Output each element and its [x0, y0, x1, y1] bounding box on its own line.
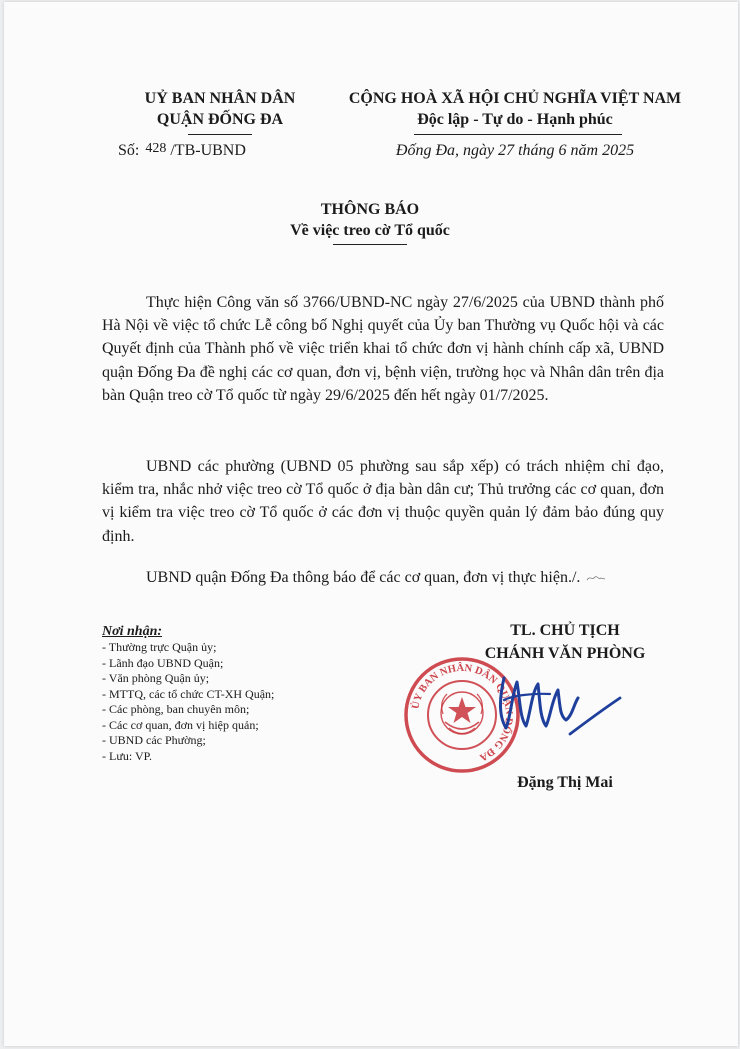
body-paragraph-3	[102, 566, 664, 589]
org-name-line2: QUẬN ĐỐNG ĐA	[156, 111, 284, 128]
seal-ring-text: ỦY BAN NHÂN DÂN QUẬN ĐỐNG ĐA	[410, 662, 515, 763]
document-number	[118, 142, 246, 160]
body-paragraph-3-text: UBND quận Đống Đa thông báo để các cơ quan, đơn vị thực hiện./.	[146, 569, 581, 586]
body-paragraph-2: UBND các phường (UBND 05 phường sau sắp xếp) có trách nhiệm chỉ đạo, kiểm tra, nhắc nhở việc treo cờ Tổ quốc ở địa bàn dân cư; Thủ trưởng các cơ quan, đơn vị kiểm tra việc treo cờ Tổ quốc ở các đơn vị thuộc quyền quản lý đảm bảo đúng quy định.	[102, 458, 664, 545]
signer-position: CHÁNH VĂN PHÒNG	[484, 645, 646, 662]
handwritten-signature-icon	[470, 660, 630, 750]
recipient-item: - MTTQ, các tổ chức CT-XH Quận;	[102, 686, 275, 701]
signer-name: Đặng Thị Mai	[517, 774, 613, 791]
initial-mark-icon	[586, 574, 606, 582]
subject-underline	[333, 244, 407, 245]
doc-no-prefix: Số:	[118, 142, 140, 159]
recipients-list	[102, 640, 274, 764]
recipient-item: - UBND các Phường;	[102, 733, 206, 747]
motto-underline	[414, 134, 622, 135]
doc-no-suffix: /TB-UBND	[170, 142, 246, 159]
recipient-item: - Văn phòng Quận ủy;	[102, 671, 210, 685]
notice-title: THÔNG BÁO	[320, 201, 420, 218]
org-name-line1: UỶ BAN NHÂN DÂN	[144, 90, 296, 107]
recipient-item: - Thường trực Quận ủy;	[102, 640, 217, 654]
notice-subject: Về việc treo cờ Tổ quốc	[290, 222, 450, 239]
signer-authority: TL. CHỦ TỊCH	[510, 622, 620, 639]
recipient-item: - Lưu: VP.	[102, 748, 152, 763]
recipient-item: - Các cơ quan, đơn vị hiệp quản;	[102, 717, 259, 732]
recipients-title: Nơi nhận:	[102, 624, 163, 639]
org-underline	[188, 134, 252, 135]
recipient-item: - Các phòng, ban chuyên môn;	[102, 702, 250, 716]
nation-title: CỘNG HOÀ XÃ HỘI CHỦ NGHĨA VIỆT NAM	[348, 90, 682, 107]
nation-motto: Độc lập - Tự do - Hạnh phúc	[417, 111, 613, 128]
body-paragraph-1: Thực hiện Công văn số 3766/UBND-NC ngày 27/6/2025 của UBND thành phố Hà Nội về việc tổ chức Lễ công bố Nghị quyết của Ủy ban Thường vụ Quốc hội và các Quyết định của Thành phố về việc triển khai tổ chức đơn vị hành chính cấp xã, UBND quận Đống Đa đề nghị các cơ quan, đơn vị, bệnh viện, trường học và Nhân dân trên địa bàn Quận treo cờ Tổ quốc từ ngày 29/6/2025 đến hết ngày 01/7/2025.	[102, 294, 664, 404]
document-date: Đống Đa, ngày 27 tháng 6 năm 2025	[395, 142, 635, 159]
doc-no-number: 428	[145, 141, 167, 156]
recipient-item: - Lãnh đạo UBND Quận;	[102, 655, 224, 670]
